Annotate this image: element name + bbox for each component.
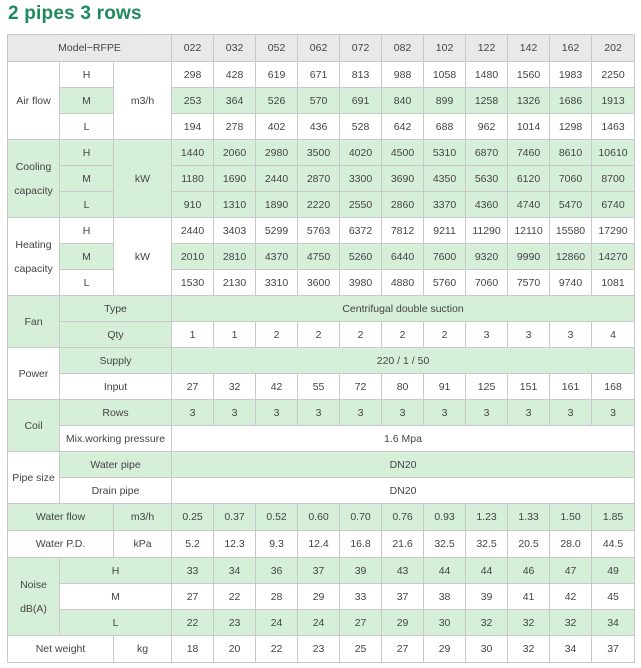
value-cell: 3 bbox=[550, 400, 592, 426]
value-cell: 4740 bbox=[508, 192, 550, 218]
airflow-row bbox=[8, 88, 635, 114]
value-cell: 0.70 bbox=[340, 504, 382, 531]
value-cell: 46 bbox=[508, 558, 550, 584]
net-weight-label: Net weight bbox=[8, 636, 114, 663]
value-cell: 1 bbox=[172, 322, 214, 348]
value-cell: 5310 bbox=[424, 140, 466, 166]
value-cell: 4750 bbox=[298, 244, 340, 270]
value-cell: 32 bbox=[550, 610, 592, 636]
value-cell: 4370 bbox=[256, 244, 298, 270]
value-cell: 4 bbox=[592, 322, 635, 348]
spec-table bbox=[7, 34, 635, 663]
value-cell: 43 bbox=[382, 558, 424, 584]
value-cell: 0.52 bbox=[256, 504, 298, 531]
water-flow-label: Water flow bbox=[8, 504, 114, 531]
value-cell: 0.60 bbox=[298, 504, 340, 531]
value-cell: 840 bbox=[382, 88, 424, 114]
value-cell: 7060 bbox=[550, 166, 592, 192]
value-cell: 1463 bbox=[592, 114, 635, 140]
coil-label: Coil bbox=[8, 400, 60, 452]
value-cell: 27 bbox=[340, 610, 382, 636]
value-cell: 910 bbox=[172, 192, 214, 218]
value-cell: 8610 bbox=[550, 140, 592, 166]
heating-unit: kW bbox=[114, 218, 172, 296]
cooling-label bbox=[8, 140, 60, 218]
airflow-row bbox=[8, 114, 635, 140]
value-cell: 5470 bbox=[550, 192, 592, 218]
value-cell: 22 bbox=[256, 636, 298, 663]
value-cell: 1058 bbox=[424, 62, 466, 88]
water-flow-unit: m3/h bbox=[114, 504, 172, 531]
value-cell: 32.5 bbox=[424, 531, 466, 558]
value-cell: 1298 bbox=[550, 114, 592, 140]
coil-rows-row bbox=[8, 400, 635, 426]
value-cell: 4020 bbox=[340, 140, 382, 166]
value-cell: 6870 bbox=[466, 140, 508, 166]
model-code-header: 142 bbox=[508, 35, 550, 62]
value-cell: 11290 bbox=[466, 218, 508, 244]
value-cell: 3370 bbox=[424, 192, 466, 218]
model-code-header: 122 bbox=[466, 35, 508, 62]
value-cell: 899 bbox=[424, 88, 466, 114]
value-cell: 29 bbox=[298, 584, 340, 610]
value-cell: 33 bbox=[172, 558, 214, 584]
value-cell: 5260 bbox=[340, 244, 382, 270]
value-cell: 3 bbox=[298, 400, 340, 426]
value-cell: 9.3 bbox=[256, 531, 298, 558]
value-cell: 161 bbox=[550, 374, 592, 400]
model-code-header: 032 bbox=[214, 35, 256, 62]
value-cell: 3690 bbox=[382, 166, 424, 192]
value-cell: 20.5 bbox=[508, 531, 550, 558]
value-cell: 32 bbox=[214, 374, 256, 400]
water-pd-row bbox=[8, 531, 635, 558]
power-supply-value: 220 / 1 / 50 bbox=[172, 348, 635, 374]
value-cell: 570 bbox=[298, 88, 340, 114]
power-supply-row bbox=[8, 348, 635, 374]
pipe-water-value: DN20 bbox=[172, 452, 635, 478]
value-cell: 6120 bbox=[508, 166, 550, 192]
value-cell: 9320 bbox=[466, 244, 508, 270]
value-cell: 42 bbox=[256, 374, 298, 400]
value-cell: 32 bbox=[508, 636, 550, 663]
value-cell: 44 bbox=[466, 558, 508, 584]
value-cell: 0.76 bbox=[382, 504, 424, 531]
value-cell: 526 bbox=[256, 88, 298, 114]
heating-label-line2: capacity bbox=[14, 262, 53, 275]
value-cell: 41 bbox=[508, 584, 550, 610]
value-cell: 28.0 bbox=[550, 531, 592, 558]
value-cell: 194 bbox=[172, 114, 214, 140]
value-cell: 24 bbox=[256, 610, 298, 636]
value-cell: 28 bbox=[256, 584, 298, 610]
value-cell: 2870 bbox=[298, 166, 340, 192]
cooling-row bbox=[8, 140, 635, 166]
coil-pressure-value: 1.6 Mpa bbox=[172, 426, 635, 452]
model-code-header: 162 bbox=[550, 35, 592, 62]
cooling-label-line2: capacity bbox=[14, 184, 53, 197]
value-cell: 1983 bbox=[550, 62, 592, 88]
value-cell: 1081 bbox=[592, 270, 635, 296]
value-cell: 7460 bbox=[508, 140, 550, 166]
pipe-drain-value: DN20 bbox=[172, 478, 635, 504]
level-cell: H bbox=[60, 558, 172, 584]
value-cell: 2550 bbox=[340, 192, 382, 218]
noise-row bbox=[8, 558, 635, 584]
noise-row bbox=[8, 610, 635, 636]
header-row bbox=[8, 35, 635, 62]
value-cell: 33 bbox=[340, 584, 382, 610]
value-cell: 39 bbox=[340, 558, 382, 584]
value-cell: 23 bbox=[298, 636, 340, 663]
pipe-water-label: Water pipe bbox=[60, 452, 172, 478]
value-cell: 7812 bbox=[382, 218, 424, 244]
value-cell: 5630 bbox=[466, 166, 508, 192]
model-code-header: 102 bbox=[424, 35, 466, 62]
airflow-label: Air flow bbox=[8, 62, 60, 140]
cooling-label-line1: Cooling bbox=[15, 160, 52, 173]
value-cell: 32 bbox=[466, 610, 508, 636]
value-cell: 2860 bbox=[382, 192, 424, 218]
value-cell: 2440 bbox=[172, 218, 214, 244]
power-input-row bbox=[8, 374, 635, 400]
value-cell: 47 bbox=[550, 558, 592, 584]
value-cell: 0.93 bbox=[424, 504, 466, 531]
model-code-header: 062 bbox=[298, 35, 340, 62]
value-cell: 2010 bbox=[172, 244, 214, 270]
value-cell: 2 bbox=[256, 322, 298, 348]
noise-row bbox=[8, 584, 635, 610]
value-cell: 1326 bbox=[508, 88, 550, 114]
value-cell: 253 bbox=[172, 88, 214, 114]
value-cell: 3 bbox=[172, 400, 214, 426]
value-cell: 2440 bbox=[256, 166, 298, 192]
value-cell: 364 bbox=[214, 88, 256, 114]
value-cell: 2810 bbox=[214, 244, 256, 270]
value-cell: 27 bbox=[382, 636, 424, 663]
value-cell: 988 bbox=[382, 62, 424, 88]
value-cell: 1913 bbox=[592, 88, 635, 114]
airflow-row bbox=[8, 62, 635, 88]
coil-pressure-row bbox=[8, 426, 635, 452]
value-cell: 12110 bbox=[508, 218, 550, 244]
value-cell: 3 bbox=[214, 400, 256, 426]
value-cell: 8700 bbox=[592, 166, 635, 192]
noise-label-line2: dB(A) bbox=[20, 602, 47, 615]
value-cell: 1 bbox=[214, 322, 256, 348]
water-pd-label: Water P.D. bbox=[8, 531, 114, 558]
value-cell: 9990 bbox=[508, 244, 550, 270]
net-weight-row bbox=[8, 636, 635, 663]
value-cell: 34 bbox=[592, 610, 635, 636]
value-cell: 962 bbox=[466, 114, 508, 140]
value-cell: 39 bbox=[466, 584, 508, 610]
value-cell: 10610 bbox=[592, 140, 635, 166]
fan-type-label: Type bbox=[60, 296, 172, 322]
value-cell: 12.4 bbox=[298, 531, 340, 558]
pipe-drain-row bbox=[8, 478, 635, 504]
value-cell: 3980 bbox=[340, 270, 382, 296]
value-cell: 7570 bbox=[508, 270, 550, 296]
value-cell: 1.33 bbox=[508, 504, 550, 531]
value-cell: 688 bbox=[424, 114, 466, 140]
value-cell: 3 bbox=[256, 400, 298, 426]
value-cell: 3 bbox=[382, 400, 424, 426]
value-cell: 6372 bbox=[340, 218, 382, 244]
value-cell: 3 bbox=[466, 400, 508, 426]
value-cell: 9740 bbox=[550, 270, 592, 296]
value-cell: 3 bbox=[592, 400, 635, 426]
level-cell: M bbox=[60, 166, 114, 192]
value-cell: 2250 bbox=[592, 62, 635, 88]
cooling-unit: kW bbox=[114, 140, 172, 218]
value-cell: 55 bbox=[298, 374, 340, 400]
cooling-row bbox=[8, 166, 635, 192]
value-cell: 3 bbox=[340, 400, 382, 426]
model-code-header: 022 bbox=[172, 35, 214, 62]
value-cell: 34 bbox=[550, 636, 592, 663]
value-cell: 1480 bbox=[466, 62, 508, 88]
value-cell: 3 bbox=[466, 322, 508, 348]
net-weight-unit: kg bbox=[114, 636, 172, 663]
value-cell: 0.37 bbox=[214, 504, 256, 531]
model-code-header: 052 bbox=[256, 35, 298, 62]
level-cell: H bbox=[60, 62, 114, 88]
value-cell: 619 bbox=[256, 62, 298, 88]
value-cell: 1690 bbox=[214, 166, 256, 192]
value-cell: 42 bbox=[550, 584, 592, 610]
value-cell: 3 bbox=[508, 322, 550, 348]
heating-label-line1: Heating bbox=[15, 238, 52, 251]
heating-row bbox=[8, 244, 635, 270]
value-cell: 436 bbox=[298, 114, 340, 140]
page-title: 2 pipes 3 rows bbox=[8, 3, 142, 24]
fan-qty-row bbox=[8, 322, 635, 348]
value-cell: 0.25 bbox=[172, 504, 214, 531]
value-cell: 1.85 bbox=[592, 504, 635, 531]
coil-rows-label: Rows bbox=[60, 400, 172, 426]
value-cell: 3300 bbox=[340, 166, 382, 192]
water-pd-unit: kPa bbox=[114, 531, 172, 558]
value-cell: 14270 bbox=[592, 244, 635, 270]
value-cell: 22 bbox=[172, 610, 214, 636]
value-cell: 37 bbox=[298, 558, 340, 584]
noise-label bbox=[8, 558, 60, 636]
value-cell: 12860 bbox=[550, 244, 592, 270]
value-cell: 2 bbox=[298, 322, 340, 348]
value-cell: 5.2 bbox=[172, 531, 214, 558]
pipe-drain-label: Drain pipe bbox=[60, 478, 172, 504]
value-cell: 21.6 bbox=[382, 531, 424, 558]
level-cell: L bbox=[60, 192, 114, 218]
value-cell: 17290 bbox=[592, 218, 635, 244]
value-cell: 44.5 bbox=[592, 531, 635, 558]
value-cell: 1.23 bbox=[466, 504, 508, 531]
value-cell: 2 bbox=[424, 322, 466, 348]
value-cell: 402 bbox=[256, 114, 298, 140]
value-cell: 3500 bbox=[298, 140, 340, 166]
model-code-header: 082 bbox=[382, 35, 424, 62]
value-cell: 80 bbox=[382, 374, 424, 400]
value-cell: 24 bbox=[298, 610, 340, 636]
fan-label: Fan bbox=[8, 296, 60, 348]
value-cell: 37 bbox=[382, 584, 424, 610]
value-cell: 27 bbox=[172, 374, 214, 400]
fan-type-value: Centrifugal double suction bbox=[172, 296, 635, 322]
value-cell: 813 bbox=[340, 62, 382, 88]
value-cell: 30 bbox=[424, 610, 466, 636]
heating-row bbox=[8, 218, 635, 244]
value-cell: 1440 bbox=[172, 140, 214, 166]
power-input-label: Input bbox=[60, 374, 172, 400]
value-cell: 6440 bbox=[382, 244, 424, 270]
value-cell: 32.5 bbox=[466, 531, 508, 558]
value-cell: 4880 bbox=[382, 270, 424, 296]
value-cell: 15580 bbox=[550, 218, 592, 244]
level-cell: M bbox=[60, 88, 114, 114]
value-cell: 2 bbox=[382, 322, 424, 348]
level-cell: H bbox=[60, 140, 114, 166]
value-cell: 5760 bbox=[424, 270, 466, 296]
value-cell: 20 bbox=[214, 636, 256, 663]
level-cell: L bbox=[60, 610, 172, 636]
value-cell: 642 bbox=[382, 114, 424, 140]
value-cell: 32 bbox=[508, 610, 550, 636]
value-cell: 29 bbox=[382, 610, 424, 636]
pipe-label: Pipe size bbox=[8, 452, 60, 504]
pipe-water-row bbox=[8, 452, 635, 478]
cooling-row bbox=[8, 192, 635, 218]
value-cell: 72 bbox=[340, 374, 382, 400]
value-cell: 168 bbox=[592, 374, 635, 400]
value-cell: 2220 bbox=[298, 192, 340, 218]
level-cell: L bbox=[60, 270, 114, 296]
value-cell: 37 bbox=[592, 636, 635, 663]
value-cell: 1686 bbox=[550, 88, 592, 114]
value-cell: 151 bbox=[508, 374, 550, 400]
value-cell: 5299 bbox=[256, 218, 298, 244]
value-cell: 29 bbox=[424, 636, 466, 663]
value-cell: 691 bbox=[340, 88, 382, 114]
level-cell: M bbox=[60, 584, 172, 610]
value-cell: 6740 bbox=[592, 192, 635, 218]
value-cell: 45 bbox=[592, 584, 635, 610]
value-cell: 1014 bbox=[508, 114, 550, 140]
value-cell: 7060 bbox=[466, 270, 508, 296]
value-cell: 2980 bbox=[256, 140, 298, 166]
value-cell: 671 bbox=[298, 62, 340, 88]
value-cell: 34 bbox=[214, 558, 256, 584]
value-cell: 91 bbox=[424, 374, 466, 400]
value-cell: 3310 bbox=[256, 270, 298, 296]
value-cell: 125 bbox=[466, 374, 508, 400]
value-cell: 4350 bbox=[424, 166, 466, 192]
value-cell: 36 bbox=[256, 558, 298, 584]
value-cell: 18 bbox=[172, 636, 214, 663]
value-cell: 528 bbox=[340, 114, 382, 140]
value-cell: 1258 bbox=[466, 88, 508, 114]
value-cell: 3 bbox=[550, 322, 592, 348]
value-cell: 16.8 bbox=[340, 531, 382, 558]
value-cell: 1180 bbox=[172, 166, 214, 192]
value-cell: 22 bbox=[214, 584, 256, 610]
value-cell: 3 bbox=[508, 400, 550, 426]
value-cell: 12.3 bbox=[214, 531, 256, 558]
airflow-unit: m3/h bbox=[114, 62, 172, 140]
value-cell: 1.50 bbox=[550, 504, 592, 531]
value-cell: 3 bbox=[424, 400, 466, 426]
value-cell: 278 bbox=[214, 114, 256, 140]
value-cell: 2130 bbox=[214, 270, 256, 296]
heating-label bbox=[8, 218, 60, 296]
value-cell: 38 bbox=[424, 584, 466, 610]
value-cell: 3600 bbox=[298, 270, 340, 296]
model-header: Model−RFPE bbox=[8, 35, 172, 62]
model-code-header: 202 bbox=[592, 35, 635, 62]
coil-pressure-label: Mix.working pressure bbox=[60, 426, 172, 452]
value-cell: 3403 bbox=[214, 218, 256, 244]
value-cell: 298 bbox=[172, 62, 214, 88]
level-cell: L bbox=[60, 114, 114, 140]
value-cell: 2060 bbox=[214, 140, 256, 166]
value-cell: 1310 bbox=[214, 192, 256, 218]
power-label: Power bbox=[8, 348, 60, 400]
value-cell: 9211 bbox=[424, 218, 466, 244]
value-cell: 25 bbox=[340, 636, 382, 663]
value-cell: 5763 bbox=[298, 218, 340, 244]
value-cell: 4360 bbox=[466, 192, 508, 218]
fan-type-row bbox=[8, 296, 635, 322]
value-cell: 428 bbox=[214, 62, 256, 88]
value-cell: 49 bbox=[592, 558, 635, 584]
model-code-header: 072 bbox=[340, 35, 382, 62]
value-cell: 4500 bbox=[382, 140, 424, 166]
value-cell: 1890 bbox=[256, 192, 298, 218]
value-cell: 7600 bbox=[424, 244, 466, 270]
fan-qty-label: Qty bbox=[60, 322, 172, 348]
level-cell: M bbox=[60, 244, 114, 270]
water-flow-row bbox=[8, 504, 635, 531]
level-cell: H bbox=[60, 218, 114, 244]
value-cell: 27 bbox=[172, 584, 214, 610]
value-cell: 30 bbox=[466, 636, 508, 663]
noise-label-line1: Noise bbox=[20, 578, 47, 591]
power-supply-label: Supply bbox=[60, 348, 172, 374]
value-cell: 23 bbox=[214, 610, 256, 636]
value-cell: 44 bbox=[424, 558, 466, 584]
value-cell: 1560 bbox=[508, 62, 550, 88]
value-cell: 1530 bbox=[172, 270, 214, 296]
value-cell: 2 bbox=[340, 322, 382, 348]
heating-row bbox=[8, 270, 635, 296]
